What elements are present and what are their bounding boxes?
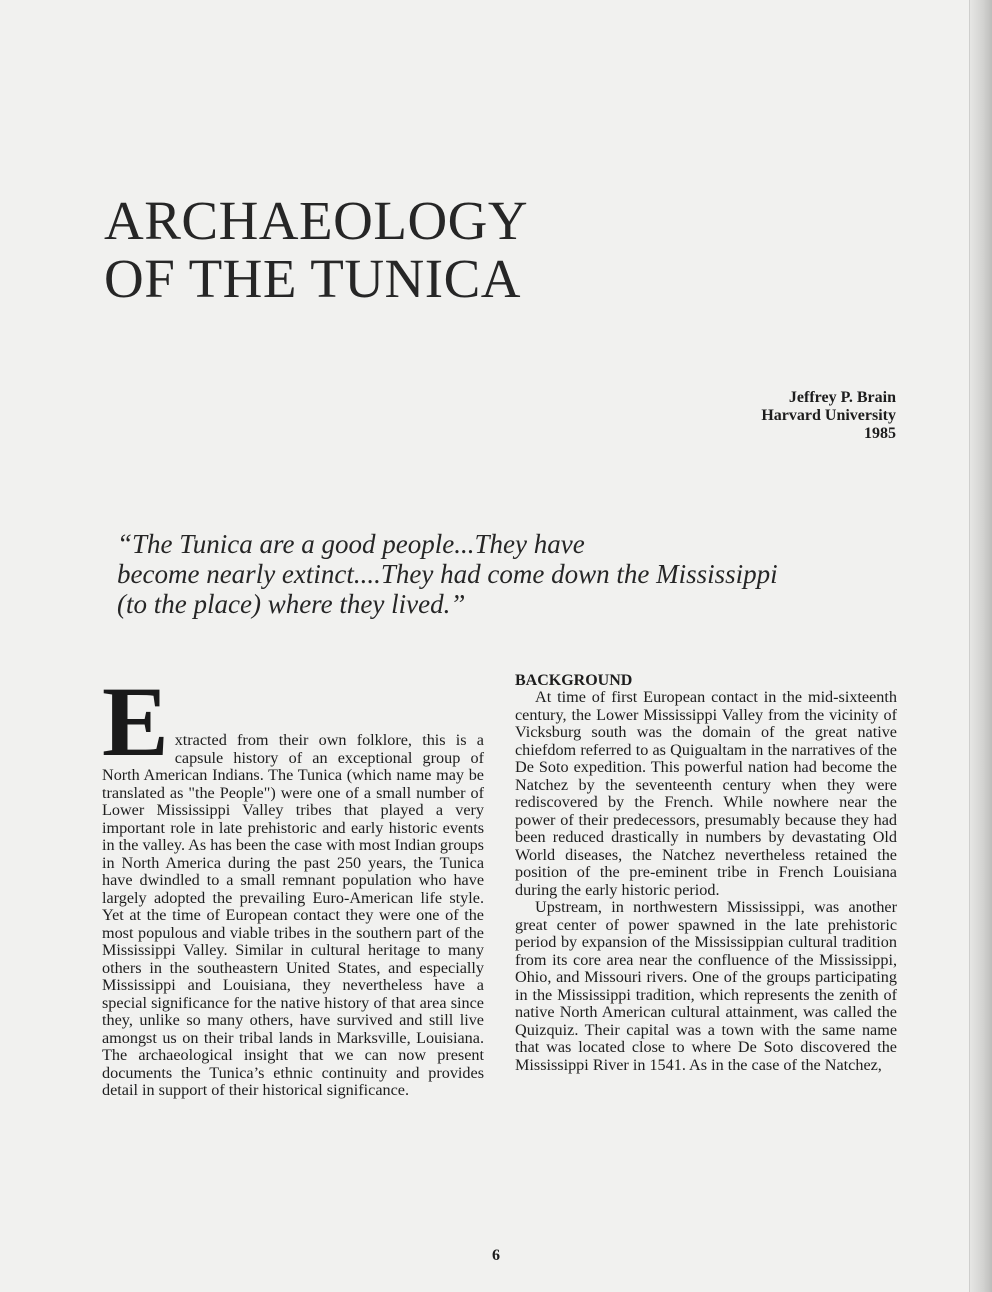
- author-name: Jeffrey P. Brain: [788, 389, 896, 406]
- title-line-1: ARCHAEOLOGY: [104, 190, 529, 251]
- quote-line-3: (to the place) where they lived.”: [117, 589, 466, 619]
- quote-line-2: become nearly extinct....They had come down the Mississippi: [117, 559, 778, 589]
- background-paragraph-2: Upstream, in northwestern Mississippi, was another great center of power spawned in the late prehistoric period by expansion of the Mississippian cultural tradition from its core area near the confluence of the Mississippi, Ohio, and Missouri rivers. One of the groups participating in the Mississippi tradition, which represents the zenith of native North American cultural attainment, was called the Quizquiz. Their capital was a town with the same name that was located close to where De Soto discovered the Mississippi River in 1541. As in the case of the Natchez,: [515, 898, 897, 1074]
- intro-column: [102, 666, 484, 1100]
- quote-line-1: “The Tunica are a good people...They have: [117, 529, 585, 559]
- intro-paragraph: xtracted from their own folklore, this is a capsule history of an exceptional group of North American Indians. The Tunica (which name may be translated as "the People") were one of a small number of Lower Mississippi Valley tribes that played a very important role in late prehistoric and early historic events in the valley. As has been the case with most Indian groups in North America during the past 250 years, the Tunica have dwindled to a small remnant population who have largely adopted the prevailing Euro-American life style. Yet at the time of European contact they were one of the most populous and viable tribes in the southern part of the Mississippi Valley. Similar in cultural heritage to many others in the southeastern United States, and especially Mississippi and Louisiana, they nevertheless have a special significance for the native history of that area since they, unlike so many others, have survived and still live amongst us on their tribal lands in Marksville, Louisiana. The archaeological insight that we can now present documents the Tunica’s ethnic continuity and provides detail in support of their historical significance.: [102, 731, 484, 1099]
- author-affiliation: Harvard University: [761, 407, 896, 424]
- byline: [761, 389, 896, 443]
- publication-year: 1985: [864, 425, 896, 442]
- background-paragraph-1: At time of first European contact in the mid-sixteenth century, the Lower Mississippi Valley from the vicinity of Vicksburg south was the domain of the great native chiefdom referred to as Quigualtam in the narratives of the De Soto expedition. This powerful nation had become the Natchez by the seventeenth century when they were rediscovered by the French. While nowhere near the power of their predecessors, presumably because they had been reduced drastically in numbers by devastating Old World diseases, the Natchez nevertheless retained the position of the pre-eminent tribe in French Louisiana during the early historic period.: [515, 688, 897, 899]
- title-line-2: OF THE TUNICA: [104, 248, 521, 309]
- page-number: 6: [492, 1247, 500, 1264]
- article-title: [104, 192, 528, 308]
- drop-cap: E: [102, 666, 169, 777]
- page-spine-edge: [969, 0, 992, 1292]
- epigraph-quote: [117, 529, 877, 619]
- background-column: [515, 672, 897, 1074]
- section-heading: BACKGROUND: [515, 672, 633, 689]
